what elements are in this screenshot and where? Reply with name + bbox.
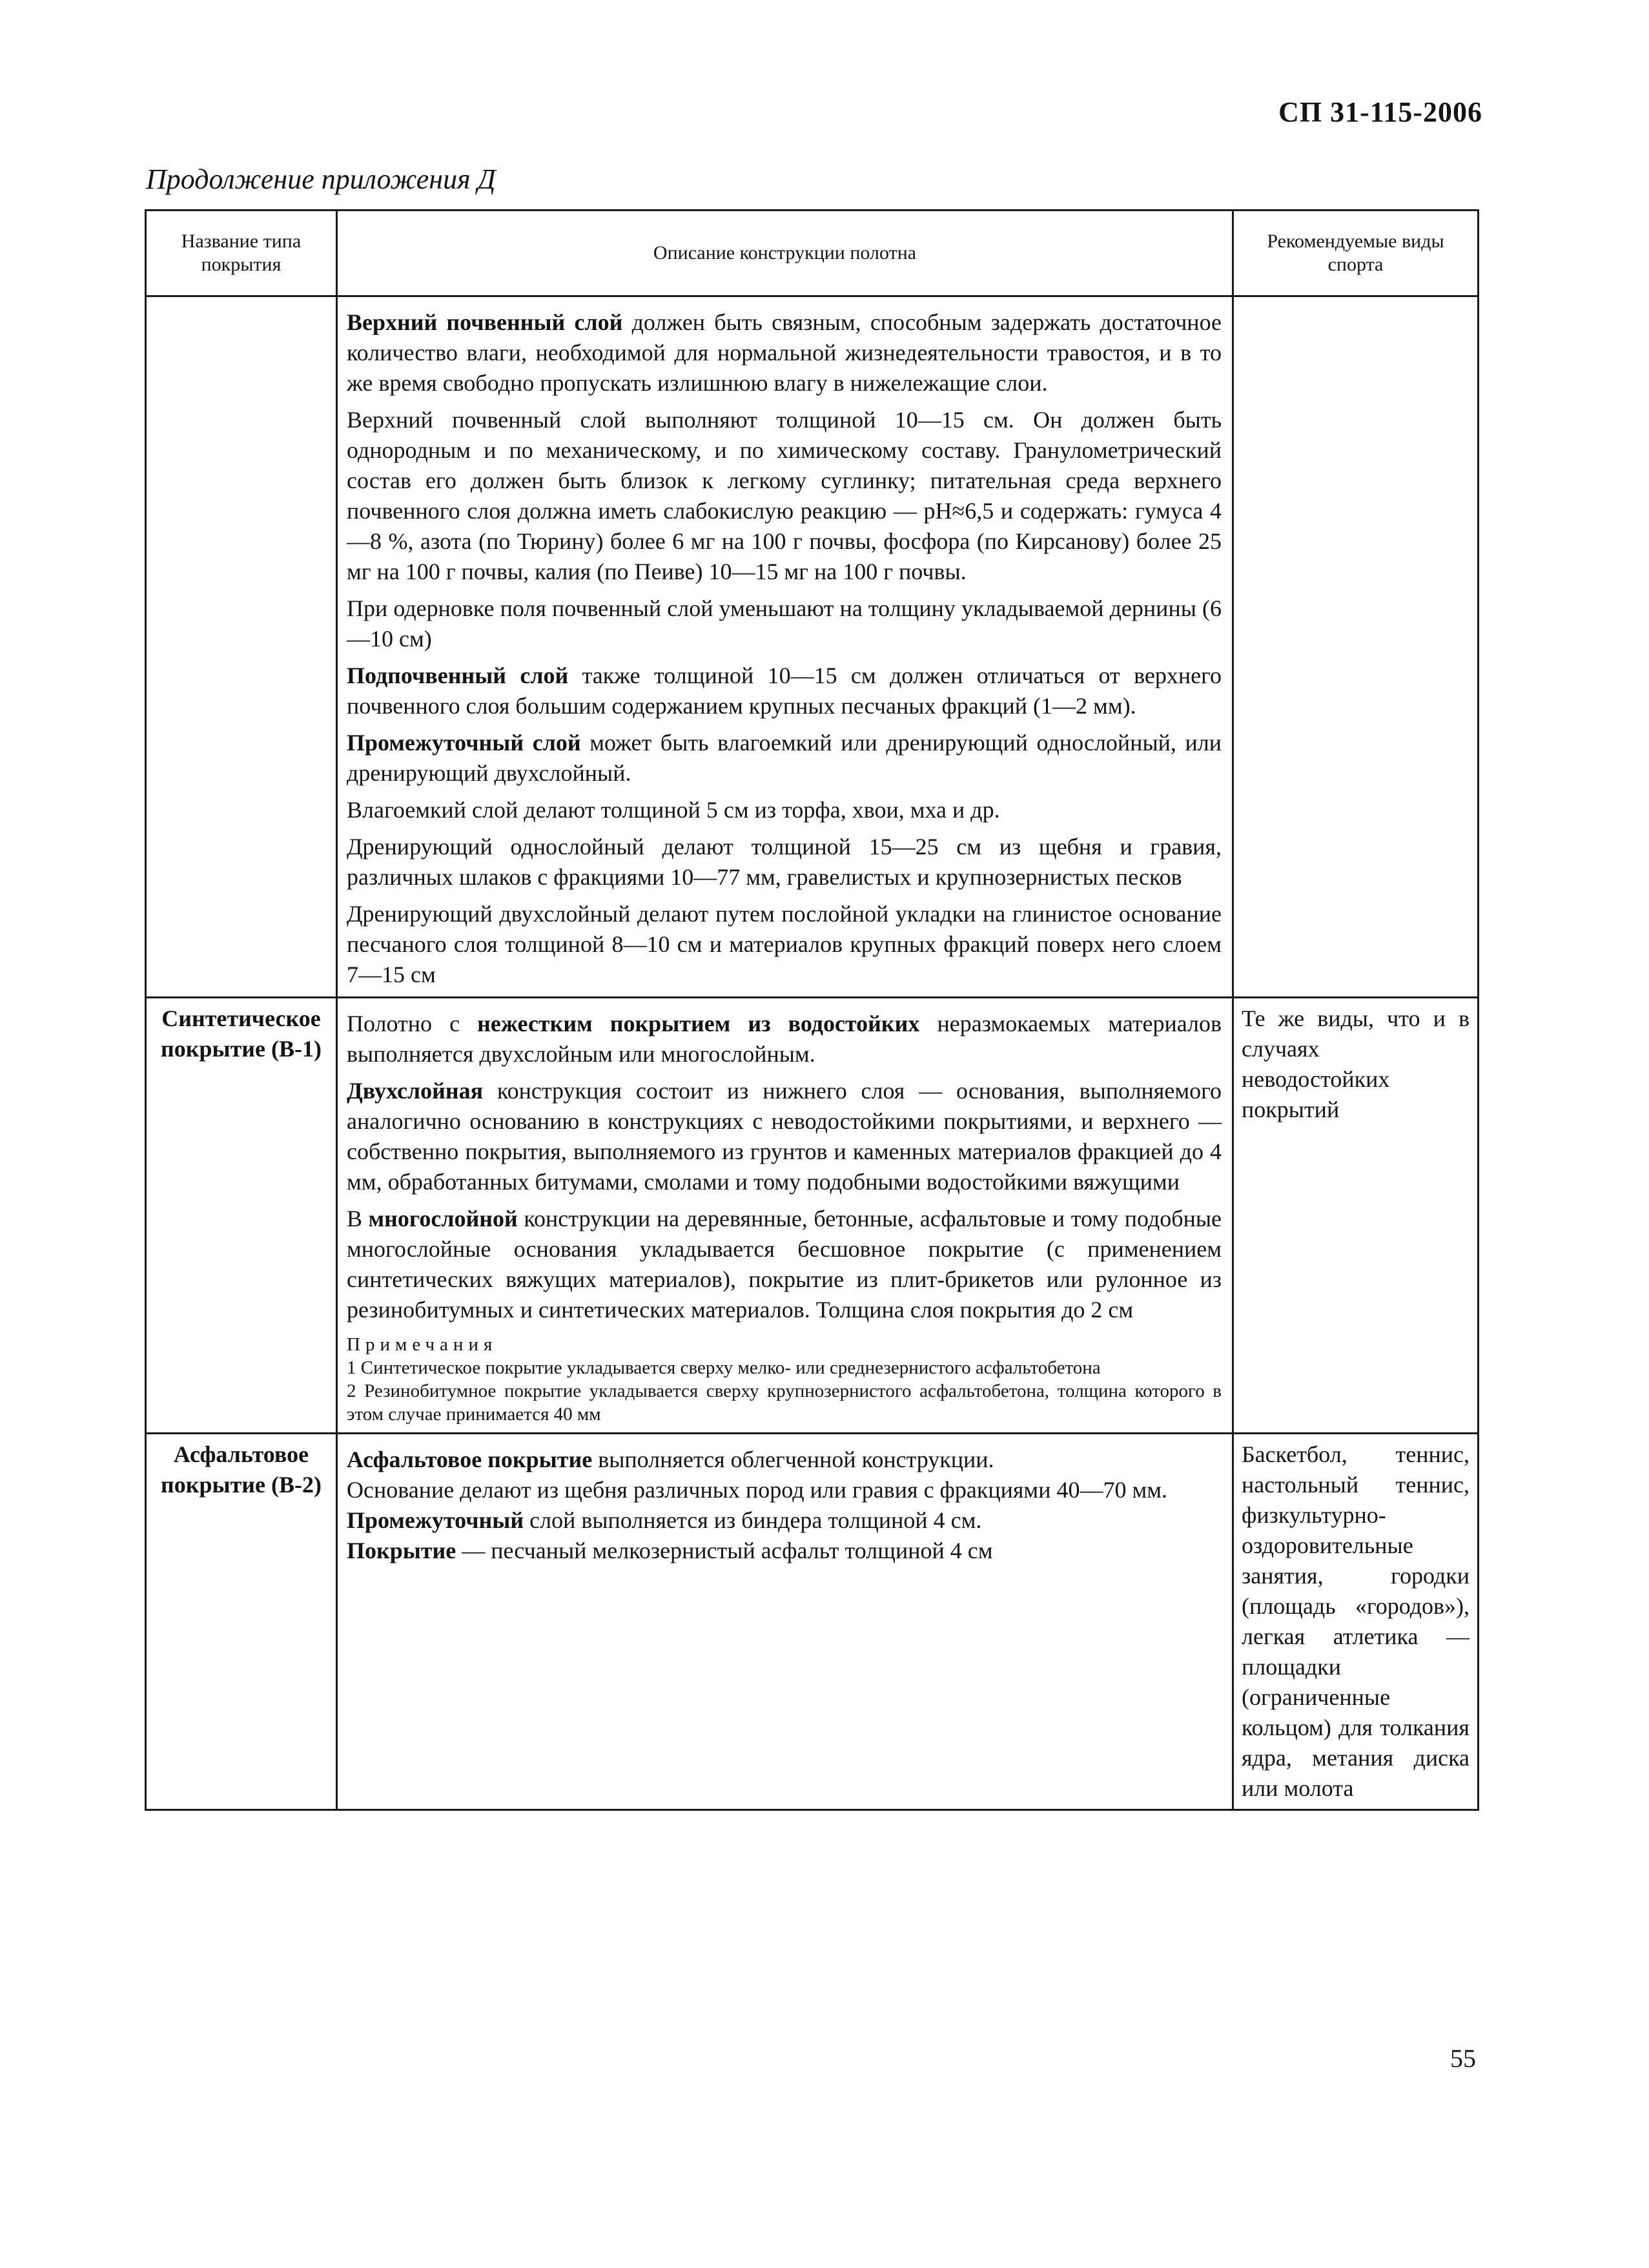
- paragraph: Асфальтовое покрытие выполняется облегченной конструкции.: [347, 1447, 994, 1472]
- sports-cell: [1233, 296, 1479, 998]
- paragraph: Верхний почвенный слой выполняют толщиной 10—15 см. Он должен быть однородным и по механическому, и по химическому составу. Гранулометрический состав его должен быть близок к легкому суглинку; питательная среда верхнего почвенного слоя должна иметь слабокислую реакцию — pH≈6,5 и содержать: гумуса 4—8 %, азота (по Тюрину) более 6 мг на 100 г почвы, фосфора (по Кирсанову) более 25 мг на 100 г почвы, калия (по Пеиве) 10—15 мг на 100 г почвы.: [347, 407, 1222, 584]
- paragraph: Полотно с нежестким покрытием из водостойких неразмокаемых материалов выполняется двухслойным или многослойным.: [347, 1011, 1222, 1067]
- paragraph: Дренирующий двухслойный делают путем послойной укладки на глинистое основание песчаного слоя толщиной 8—10 см и материалов крупных фракций поверх него слоем 7—15 см: [347, 901, 1222, 987]
- description-cell: [337, 998, 1233, 1434]
- paragraph: Подпочвенный слой также толщиной 10—15 см должен отличаться от верхнего почвенного слоя большим содержанием крупных песчаных фракций (1—2 мм).: [347, 663, 1222, 719]
- paragraph: Основание делают из щебня различных пород или гравия с фракциями 40—70 мм.: [347, 1477, 1168, 1503]
- table-row: [146, 296, 1479, 998]
- description-cell: [337, 296, 1233, 998]
- coverage-types-table: [145, 209, 1479, 1811]
- note-item: 1 Синтетическое покрытие укладывается сверху мелко- или среднезернистого асфальтобетона: [347, 1357, 1101, 1378]
- document-code: СП 31-115-2006: [1278, 96, 1482, 128]
- coverage-type-cell: [146, 296, 337, 998]
- paragraph: Влагоемкий слой делают толщиной 5 см из торфа, хвои, мха и др.: [347, 797, 1000, 823]
- paragraph: Двухслойная конструкция состоит из нижнего слоя — основания, выполняемого аналогично основанию в конструкциях с неводостойкими покрытиями, и верхнего — собственно покрытия, выполняемого из грунтов и каменных материалов фракцией до 4 мм, обработанных битумами, смолами и тому подобными водостойкими вяжущими: [347, 1078, 1222, 1195]
- description-cell: [337, 1434, 1233, 1810]
- paragraph: Дренирующий однослойный делают толщиной 15—25 см из щебня и гравия, различных шлаков с фракциями 10—77 мм, гравелистых и крупнозернистых песков: [347, 834, 1222, 890]
- continuation-caption: Продолжение приложения Д: [146, 163, 496, 195]
- sports-cell: Те же виды, что и в случаях неводостойких покрытий: [1233, 998, 1479, 1434]
- coverage-type-cell: Асфальтовое покрытие (В-2): [146, 1434, 337, 1810]
- paragraph: Верхний почвенный слой должен быть связным, способным задержать достаточное количество влаги, необходимой для нормальной жизнедеятельности травостоя, и в то же время свободно пропускать излишнюю влагу в нижележащие слои.: [347, 309, 1222, 396]
- notes-block: [347, 1333, 1222, 1426]
- table-row: [146, 1434, 1479, 1810]
- paragraph: При одерновке поля почвенный слой уменьшают на толщину укладываемой дернины (6—10 см): [347, 595, 1222, 652]
- sports-cell: Баскетбол, теннис, настольный теннис, физкультурно-оздоровительные занятия, городки (площадь «городов»), легкая атлетика — площадки (ограниченные кольцом) для толкания ядра, метания диска или молота: [1233, 1434, 1479, 1810]
- paragraph: Покрытие — песчаный мелкозернистый асфальт толщиной 4 см: [347, 1538, 993, 1563]
- paragraph: Промежуточный слой выполняется из биндера толщиной 4 см.: [347, 1507, 982, 1533]
- paragraph: В многослойной конструкции на деревянные, бетонные, асфальтовые и тому подобные многослойные основания укладывается бесшовное покрытие (с применением синтетических вяжущих материалов), покрытие из плит-брикетов или рулонное из резинобитумных и синтетических материалов. Толщина слоя покрытия до 2 см: [347, 1206, 1222, 1323]
- table-row: [146, 998, 1479, 1434]
- header-construction-description: Описание конструкции полотна: [337, 211, 1233, 296]
- paragraph: Промежуточный слой может быть влагоемкий или дренирующий однослойный, или дренирующий двухслойный.: [347, 730, 1222, 786]
- header-coverage-type: Название типа покрытия: [146, 211, 337, 296]
- note-item: 2 Резинобитумное покрытие укладывается сверху крупнозернистого асфальтобетона, толщина которого в этом случае принимается 40 мм: [347, 1381, 1222, 1425]
- page-number: 55: [1450, 2044, 1476, 2073]
- notes-title: Примечания: [347, 1334, 498, 1355]
- coverage-type-cell: Синтетическое покрытие (В-1): [146, 998, 337, 1434]
- header-recommended-sports: Рекомендуемые виды спорта: [1233, 211, 1479, 296]
- table-header-row: [146, 211, 1479, 296]
